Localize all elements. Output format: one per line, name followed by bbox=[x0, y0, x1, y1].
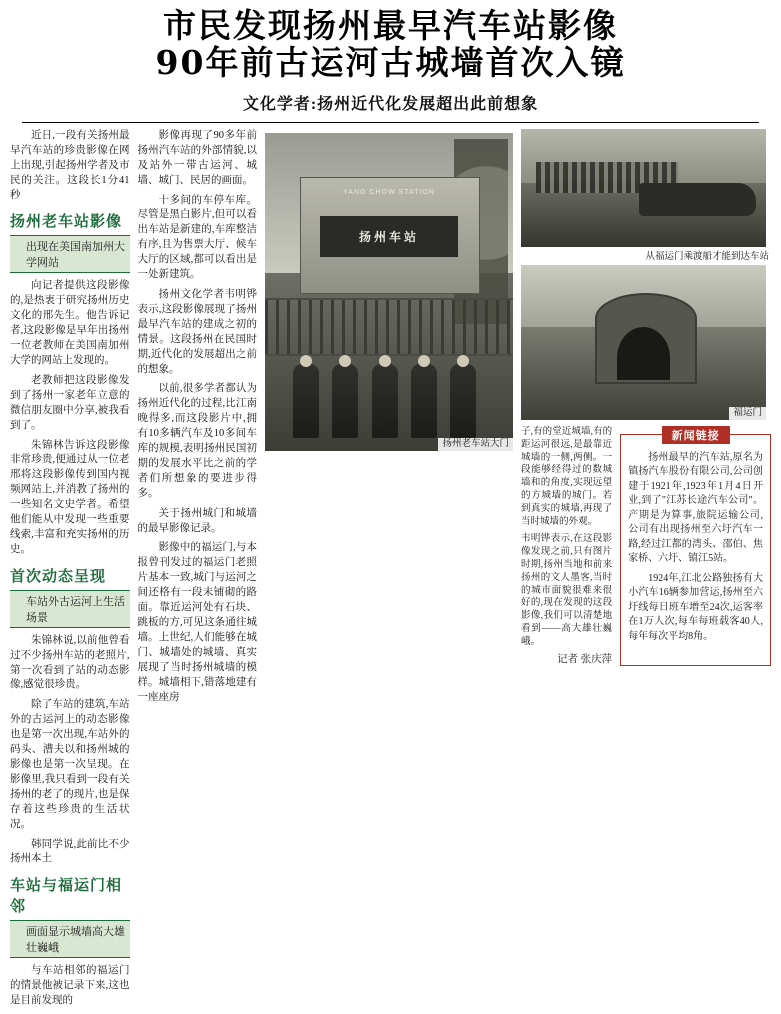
paragraph: 十多间的车停车库。尽管是黑白影片,但可以看出车站是新建的,车库整洁有序,且为售票大厅、候车大厅的区域,都可以看出是一处新建筑。 bbox=[137, 194, 257, 281]
paragraph: 韦明铧表示,在这段影像发现之前,只有图片时期,扬州当地和前来扬州的文人墨客,当时的城市面貌很难来很好的,现在发现的这段影像,我们可以清楚地看到——高大雄壮巍峨。 bbox=[521, 534, 613, 647]
paragraph: 关于扬州城门和城墙的最早影像记录。 bbox=[137, 507, 257, 534]
section-header-gate bbox=[10, 874, 130, 958]
article-body bbox=[0, 129, 781, 1014]
paragraph: 除了车站的建筑,车站外的古运河上的动态影像也是第一次出现,车站外的码头、漕夫以和扬州城的影像也是第一次呈现。在影像里,我只看到一段有关扬州的老了的现片,也是保存着这些珍贵的生活状况。 bbox=[10, 699, 130, 830]
headline-secondary: 90年前古运河古城墙首次入镜 bbox=[155, 42, 626, 82]
paragraph: 影像再现了90多年前扬州汽车站的外部情貌,以及站外一带古运河、城墙、城门、民居的画面。 bbox=[137, 129, 257, 186]
section-subtitle: 画面显示城墙高大雄壮巍峨 bbox=[10, 920, 130, 958]
column-photo-main bbox=[265, 129, 513, 1014]
news-link-title: 新闻链接 bbox=[662, 426, 730, 444]
paragraph: 向记者提供这段影像的,是热衷于研究扬州历史文化的邢先生。他告诉记者,这段影像是早年出扬州一位老教师在美国南加州大学的网站上发现的。 bbox=[10, 280, 130, 366]
photo-caption: 扬州老车站大门 bbox=[438, 438, 513, 451]
photo-old-station bbox=[265, 133, 513, 451]
section-header-old-station bbox=[10, 210, 130, 273]
section-subtitle: 出现在美国南加州大学网站 bbox=[10, 235, 130, 273]
news-link-box bbox=[620, 428, 771, 666]
column-right-text bbox=[521, 426, 612, 666]
right-lower-block bbox=[521, 426, 771, 666]
paragraph: 与车站相邻的福运门的情景他被记录下来,这也是目前发现的 bbox=[10, 965, 130, 1007]
paragraph: 影像中的福运门,与本报曾刊发过的福运门老照片基本一致,城门与运河之间还格有一段未铺砌的路面。靠近运河处有石块、跳板的方,可见这条通往城墙。上世纪,人们能够在城门、城墙处的城墙、真实展现了当时扬州城墙的模样。城墙相下,错落地建有一座座房 bbox=[137, 542, 257, 703]
station-sign-chinese: 扬州车站 bbox=[320, 216, 459, 257]
photo-boat-hull bbox=[639, 183, 757, 216]
paragraph: 朱锦林告诉这段影像非常珍贵,便通过从一位老邢将这段影像传到国内视频网站上,并消教了扬州的一些知名文史学者。希望他们能从中发现一些重要线索,丰富和充实扬州的历史。 bbox=[10, 439, 130, 555]
column-left bbox=[10, 129, 130, 1014]
paragraph: 扬州文化学者韦明铧表示,这段影像展现了扬州最早汽车站的建成之初的情景。这段扬州在民国时期,近代化的发展超出之前的想象。 bbox=[137, 288, 257, 375]
masthead-divider bbox=[22, 122, 759, 123]
section-title: 扬州老车站影像 bbox=[10, 212, 123, 231]
section-subtitle: 车站外古运河上生活场景 bbox=[10, 590, 130, 628]
photo-people bbox=[280, 324, 498, 438]
subheadline: 文化学者:扬州近代化发展超出此前想象 bbox=[242, 95, 539, 113]
section-header-dynamic bbox=[10, 565, 130, 628]
photo-caption: 从福运门乘渡船才能到达车站 bbox=[645, 251, 769, 262]
photo-fuyun-gate bbox=[521, 265, 766, 420]
photo-ferry-boat bbox=[521, 129, 766, 247]
headline-primary: 市民发现扬州最早汽车站影像 bbox=[163, 6, 618, 45]
byline: 记者 张庆萍 bbox=[557, 653, 613, 665]
paragraph: 近日,一段有关扬州最早汽车站的珍贵影像在网上出现,引起扬州学者及市民的关注。这段长1分41秒 bbox=[10, 129, 130, 201]
paragraph: 1924年,江北公路独扬有大小汽车16辆参加营运,扬州至六圩线每日班车增至24次,运客率在1万人次,每车每班载客40人,每年每次平均8角。 bbox=[628, 572, 763, 642]
column-middle bbox=[138, 129, 258, 1014]
paragraph: 扬州最早的汽车站,原名为镇扬汽车股份有限公司,公司创建于1921年,1923年1月4日开业,到了"江苏长途汽车公司"。产期是为算事,旅院运输公司,公司有出现扬州至六圩汽车一路,经过江都的湾头、邵伯、焦家桥、六圩、镇江5站。 bbox=[628, 451, 763, 565]
column-right bbox=[521, 129, 771, 1014]
paragraph: 韩同学说,此前比不少扬州本土 bbox=[10, 838, 130, 865]
section-title: 首次动态呈现 bbox=[10, 566, 107, 585]
station-sign-english: YANG CHOW STATION bbox=[343, 188, 435, 196]
paragraph: 老教师把这段影像发到了扬州一家老年立意的微信朋友圈中分享,被我看到了。 bbox=[10, 374, 130, 431]
masthead bbox=[0, 0, 781, 123]
paragraph: 朱锦林说,以前他曾看过不少扬州车站的老照片,第一次看到了站的动态影像,感觉很珍贵。 bbox=[10, 634, 130, 691]
paragraph: 子,有的堂近城墙,有的距运河很远,是最靠近城墙的一侧,两侧。一段能够经得过的数城墙和的角度,实现远望的方城墙的城门。若到真实的城墙,再现了当时城墙的外观。 bbox=[521, 426, 613, 527]
section-title: 车站与福运门相邻 bbox=[10, 876, 123, 916]
paragraph: 以前,很多学者都认为扬州近代化的过程,比江南晚得多,而这段影片中,拥有10多辆汽车及10多间车库的规模,表明扬州民国初期的发展水平比之前的学者们所想象的要进步得多。 bbox=[137, 383, 257, 499]
photo-caption: 福运门 bbox=[729, 407, 766, 420]
